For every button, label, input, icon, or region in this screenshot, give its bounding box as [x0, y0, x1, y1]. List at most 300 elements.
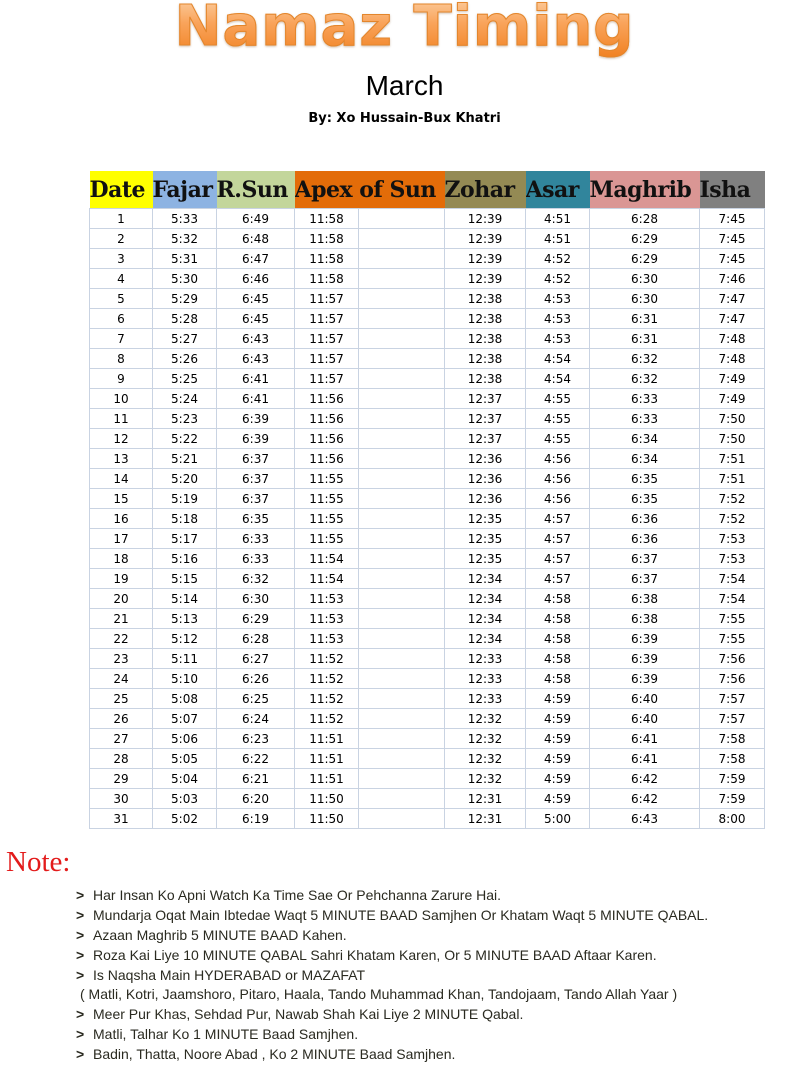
cell-asar: 4:54 [526, 369, 590, 389]
column-header-zohar: Zohar [445, 171, 526, 209]
cell-apex-blank [359, 589, 445, 609]
cell-maghrib: 6:29 [590, 229, 700, 249]
cell-apex-blank [359, 209, 445, 229]
cell-rsun: 6:41 [217, 389, 295, 409]
cell-apex-blank [359, 249, 445, 269]
table-row [90, 709, 765, 729]
table-row [90, 729, 765, 749]
cell-date: 8 [90, 349, 153, 369]
chevron-right-icon: > [76, 966, 85, 983]
cell-zohar: 12:36 [445, 489, 526, 509]
cell-isha: 7:55 [700, 609, 765, 629]
table-row [90, 329, 765, 349]
cell-apex: 11:56 [295, 389, 359, 409]
column-header-asar: Asar [526, 171, 590, 209]
cell-rsun: 6:48 [217, 229, 295, 249]
cell-date: 29 [90, 769, 153, 789]
column-header-date: Date [90, 171, 153, 209]
cell-maghrib: 6:36 [590, 509, 700, 529]
cell-apex-blank [359, 569, 445, 589]
cell-date: 13 [90, 449, 153, 469]
cell-fajar: 5:12 [153, 629, 217, 649]
cell-date: 10 [90, 389, 153, 409]
cell-rsun: 6:43 [217, 329, 295, 349]
cell-asar: 4:53 [526, 329, 590, 349]
cell-fajar: 5:03 [153, 789, 217, 809]
cell-apex: 11:53 [295, 629, 359, 649]
note-item [76, 1044, 708, 1064]
cell-date: 4 [90, 269, 153, 289]
cell-apex: 11:52 [295, 649, 359, 669]
cell-isha: 7:50 [700, 429, 765, 449]
table-row [90, 349, 765, 369]
cell-asar: 4:58 [526, 669, 590, 689]
cell-apex-blank [359, 809, 445, 829]
cell-asar: 4:57 [526, 549, 590, 569]
cell-apex: 11:51 [295, 729, 359, 749]
cell-apex-blank [359, 529, 445, 549]
table-row [90, 409, 765, 429]
cell-date: 9 [90, 369, 153, 389]
cell-rsun: 6:33 [217, 529, 295, 549]
cell-isha: 7:48 [700, 329, 765, 349]
cell-maghrib: 6:31 [590, 329, 700, 349]
chevron-right-icon: > [76, 926, 85, 943]
cell-fajar: 5:11 [153, 649, 217, 669]
cell-rsun: 6:41 [217, 369, 295, 389]
cell-apex-blank [359, 509, 445, 529]
cell-maghrib: 6:40 [590, 689, 700, 709]
cell-asar: 4:53 [526, 309, 590, 329]
cell-rsun: 6:22 [217, 749, 295, 769]
cell-date: 3 [90, 249, 153, 269]
cell-apex: 11:54 [295, 569, 359, 589]
cell-apex-blank [359, 769, 445, 789]
cell-zohar: 12:35 [445, 529, 526, 549]
cell-maghrib: 6:37 [590, 549, 700, 569]
cell-zohar: 12:33 [445, 689, 526, 709]
cell-apex-blank [359, 369, 445, 389]
cell-isha: 7:46 [700, 269, 765, 289]
cell-date: 11 [90, 409, 153, 429]
author-byline: By: Xo Hussain-Bux Khatri [308, 111, 501, 126]
cell-apex: 11:55 [295, 489, 359, 509]
cell-zohar: 12:32 [445, 709, 526, 729]
cell-maghrib: 6:32 [590, 369, 700, 389]
cell-fajar: 5:05 [153, 749, 217, 769]
table-row [90, 649, 765, 669]
cell-fajar: 5:15 [153, 569, 217, 589]
cell-maghrib: 6:41 [590, 729, 700, 749]
cell-apex: 11:55 [295, 529, 359, 549]
cell-rsun: 6:47 [217, 249, 295, 269]
cell-asar: 4:56 [526, 489, 590, 509]
cell-rsun: 6:37 [217, 469, 295, 489]
cell-apex: 11:54 [295, 549, 359, 569]
cell-asar: 4:59 [526, 689, 590, 709]
cell-asar: 5:00 [526, 809, 590, 829]
table-row [90, 509, 765, 529]
cell-fajar: 5:17 [153, 529, 217, 549]
cell-date: 6 [90, 309, 153, 329]
cell-apex-blank [359, 449, 445, 469]
cell-zohar: 12:38 [445, 309, 526, 329]
cell-date: 14 [90, 469, 153, 489]
cell-apex-blank [359, 329, 445, 349]
cell-apex-blank [359, 349, 445, 369]
cell-apex-blank [359, 309, 445, 329]
cell-apex-blank [359, 629, 445, 649]
cell-zohar: 12:36 [445, 449, 526, 469]
cell-isha: 7:50 [700, 409, 765, 429]
table-row [90, 489, 765, 509]
cell-asar: 4:56 [526, 449, 590, 469]
cell-rsun: 6:19 [217, 809, 295, 829]
cell-apex: 11:52 [295, 669, 359, 689]
cell-apex: 11:58 [295, 249, 359, 269]
cell-apex-blank [359, 389, 445, 409]
cell-asar: 4:59 [526, 769, 590, 789]
cell-date: 1 [90, 209, 153, 229]
note-text: Azaan Maghrib 5 MINUTE BAAD Kahen. [93, 926, 347, 943]
cell-zohar: 12:39 [445, 249, 526, 269]
cell-isha: 7:45 [700, 229, 765, 249]
chevron-right-icon: > [76, 887, 85, 903]
cell-date: 16 [90, 509, 153, 529]
cell-apex-blank [359, 229, 445, 249]
cell-apex: 11:56 [295, 449, 359, 469]
cell-zohar: 12:35 [445, 549, 526, 569]
cell-fajar: 5:07 [153, 709, 217, 729]
table-row [90, 249, 765, 269]
cell-apex: 11:51 [295, 749, 359, 769]
cell-rsun: 6:43 [217, 349, 295, 369]
cell-isha: 7:56 [700, 649, 765, 669]
table-row [90, 289, 765, 309]
cell-zohar: 12:33 [445, 669, 526, 689]
table-row [90, 369, 765, 389]
cell-isha: 7:45 [700, 249, 765, 269]
cell-date: 17 [90, 529, 153, 549]
cell-asar: 4:57 [526, 509, 590, 529]
table-row [90, 669, 765, 689]
table-row [90, 469, 765, 489]
table-row [90, 629, 765, 649]
cell-rsun: 6:45 [217, 289, 295, 309]
cell-apex-blank [359, 289, 445, 309]
cell-maghrib: 6:38 [590, 609, 700, 629]
cell-zohar: 12:38 [445, 289, 526, 309]
chevron-right-icon: > [76, 1046, 85, 1063]
cell-maghrib: 6:42 [590, 789, 700, 809]
cell-fajar: 5:24 [153, 389, 217, 409]
note-text: ( Matli, Kotri, Jaamshoro, Pitaro, Haala, Tando Muhammad Khan, Tandojaam, Tando Allah Yaar ) [80, 986, 678, 1003]
cell-apex: 11:55 [295, 509, 359, 529]
cell-apex-blank [359, 469, 445, 489]
cell-isha: 7:51 [700, 449, 765, 469]
cell-asar: 4:58 [526, 609, 590, 629]
column-header-maghrib: Maghrib [590, 171, 700, 209]
chevron-right-icon: > [76, 906, 85, 923]
note-item [76, 945, 708, 965]
cell-maghrib: 6:35 [590, 489, 700, 509]
cell-rsun: 6:30 [217, 589, 295, 609]
cell-fajar: 5:32 [153, 229, 217, 249]
cell-fajar: 5:14 [153, 589, 217, 609]
cell-fajar: 5:22 [153, 429, 217, 449]
cell-maghrib: 6:33 [590, 389, 700, 409]
cell-date: 27 [90, 729, 153, 749]
cell-rsun: 6:49 [217, 209, 295, 229]
note-item [76, 905, 708, 925]
cell-date: 24 [90, 669, 153, 689]
table-header-row [90, 171, 765, 209]
cell-isha: 7:51 [700, 469, 765, 489]
note-item [80, 984, 708, 1004]
cell-asar: 4:55 [526, 429, 590, 449]
prayer-timetable [89, 171, 765, 829]
cell-apex-blank [359, 409, 445, 429]
table-row [90, 429, 765, 449]
cell-apex-blank [359, 669, 445, 689]
cell-maghrib: 6:34 [590, 449, 700, 469]
cell-rsun: 6:24 [217, 709, 295, 729]
cell-rsun: 6:45 [217, 309, 295, 329]
cell-rsun: 6:33 [217, 549, 295, 569]
cell-maghrib: 6:39 [590, 629, 700, 649]
cell-asar: 4:52 [526, 269, 590, 289]
cell-date: 21 [90, 609, 153, 629]
cell-isha: 7:49 [700, 389, 765, 409]
cell-date: 28 [90, 749, 153, 769]
note-text: Matli, Talhar Ko 1 MINUTE Baad Samjhen. [93, 1026, 359, 1043]
cell-apex: 11:55 [295, 469, 359, 489]
note-item [76, 965, 708, 985]
column-header-rsun: R.Sun [217, 171, 295, 209]
cell-isha: 7:58 [700, 729, 765, 749]
cell-maghrib: 6:39 [590, 669, 700, 689]
table-row [90, 209, 765, 229]
cell-rsun: 6:35 [217, 509, 295, 529]
cell-asar: 4:51 [526, 209, 590, 229]
cell-apex-blank [359, 269, 445, 289]
column-header-isha: Isha [700, 171, 765, 209]
table-row [90, 229, 765, 249]
cell-fajar: 5:29 [153, 289, 217, 309]
cell-fajar: 5:28 [153, 309, 217, 329]
cell-apex: 11:56 [295, 409, 359, 429]
cell-isha: 7:45 [700, 209, 765, 229]
cell-zohar: 12:33 [445, 649, 526, 669]
cell-apex: 11:57 [295, 349, 359, 369]
cell-fajar: 5:31 [153, 249, 217, 269]
cell-asar: 4:52 [526, 249, 590, 269]
cell-date: 23 [90, 649, 153, 669]
cell-apex: 11:51 [295, 769, 359, 789]
cell-maghrib: 6:33 [590, 409, 700, 429]
cell-isha: 7:57 [700, 689, 765, 709]
cell-zohar: 12:37 [445, 409, 526, 429]
cell-maghrib: 6:41 [590, 749, 700, 769]
table-row [90, 549, 765, 569]
cell-date: 22 [90, 629, 153, 649]
cell-apex-blank [359, 549, 445, 569]
cell-fajar: 5:18 [153, 509, 217, 529]
table-row [90, 789, 765, 809]
cell-apex-blank [359, 609, 445, 629]
cell-rsun: 6:39 [217, 429, 295, 449]
cell-isha: 7:55 [700, 629, 765, 649]
cell-isha: 7:52 [700, 509, 765, 529]
cell-fajar: 5:25 [153, 369, 217, 389]
cell-isha: 7:47 [700, 289, 765, 309]
cell-date: 2 [90, 229, 153, 249]
table-row [90, 449, 765, 469]
cell-fajar: 5:02 [153, 809, 217, 829]
chevron-right-icon: > [76, 1006, 85, 1023]
cell-zohar: 12:31 [445, 809, 526, 829]
cell-asar: 4:59 [526, 789, 590, 809]
cell-date: 5 [90, 289, 153, 309]
cell-zohar: 12:38 [445, 349, 526, 369]
cell-asar: 4:57 [526, 529, 590, 549]
table-row [90, 529, 765, 549]
table-row [90, 569, 765, 589]
cell-rsun: 6:37 [217, 449, 295, 469]
cell-maghrib: 6:31 [590, 309, 700, 329]
table-row [90, 809, 765, 829]
month-label: March [365, 70, 444, 101]
cell-apex: 11:53 [295, 609, 359, 629]
column-header-fajar: Fajar [153, 171, 217, 209]
cell-isha: 8:00 [700, 809, 765, 829]
cell-maghrib: 6:30 [590, 289, 700, 309]
cell-rsun: 6:29 [217, 609, 295, 629]
cell-apex: 11:57 [295, 309, 359, 329]
cell-fajar: 5:19 [153, 489, 217, 509]
cell-isha: 7:57 [700, 709, 765, 729]
cell-apex-blank [359, 489, 445, 509]
cell-apex: 11:57 [295, 369, 359, 389]
cell-apex: 11:58 [295, 269, 359, 289]
cell-isha: 7:54 [700, 569, 765, 589]
note-heading: Note: [6, 846, 71, 878]
cell-zohar: 12:35 [445, 509, 526, 529]
cell-rsun: 6:28 [217, 629, 295, 649]
cell-fajar: 5:08 [153, 689, 217, 709]
cell-zohar: 12:39 [445, 209, 526, 229]
cell-apex: 11:58 [295, 209, 359, 229]
cell-maghrib: 6:40 [590, 709, 700, 729]
cell-isha: 7:59 [700, 789, 765, 809]
cell-zohar: 12:37 [445, 429, 526, 449]
cell-fajar: 5:26 [153, 349, 217, 369]
cell-isha: 7:53 [700, 549, 765, 569]
notes-list [76, 885, 708, 1064]
cell-fajar: 5:30 [153, 269, 217, 289]
column-header-apex: Apex of Sun [295, 171, 445, 209]
cell-date: 26 [90, 709, 153, 729]
cell-rsun: 6:20 [217, 789, 295, 809]
cell-asar: 4:55 [526, 409, 590, 429]
table-row [90, 769, 765, 789]
cell-asar: 4:55 [526, 389, 590, 409]
cell-maghrib: 6:32 [590, 349, 700, 369]
cell-fajar: 5:33 [153, 209, 217, 229]
note-text: Roza Kai Liye 10 MINUTE QABAL Sahri Khatam Karen, Or 5 MINUTE BAAD Aftaar Karen. [93, 946, 657, 963]
cell-rsun: 6:23 [217, 729, 295, 749]
cell-zohar: 12:38 [445, 329, 526, 349]
cell-apex-blank [359, 749, 445, 769]
cell-zohar: 12:36 [445, 469, 526, 489]
cell-rsun: 6:32 [217, 569, 295, 589]
table-body [90, 209, 765, 829]
table-row [90, 749, 765, 769]
cell-zohar: 12:34 [445, 569, 526, 589]
cell-fajar: 5:20 [153, 469, 217, 489]
cell-zohar: 12:39 [445, 229, 526, 249]
cell-rsun: 6:27 [217, 649, 295, 669]
cell-apex-blank [359, 709, 445, 729]
note-text: Mundarja Oqat Main Ibtedae Waqt 5 MINUTE BAAD Samjhen Or Khatam Waqt 5 MINUTE QABAL. [93, 906, 709, 923]
cell-fajar: 5:10 [153, 669, 217, 689]
cell-rsun: 6:26 [217, 669, 295, 689]
cell-isha: 7:49 [700, 369, 765, 389]
table-row [90, 689, 765, 709]
cell-asar: 4:58 [526, 629, 590, 649]
cell-maghrib: 6:37 [590, 569, 700, 589]
cell-fajar: 5:13 [153, 609, 217, 629]
page-title: Namaz Timing [0, 0, 809, 59]
cell-isha: 7:53 [700, 529, 765, 549]
cell-maghrib: 6:43 [590, 809, 700, 829]
note-item [76, 1024, 708, 1044]
chevron-right-icon: > [76, 946, 85, 963]
cell-date: 19 [90, 569, 153, 589]
cell-maghrib: 6:39 [590, 649, 700, 669]
cell-rsun: 6:21 [217, 769, 295, 789]
cell-isha: 7:47 [700, 309, 765, 329]
cell-fajar: 5:04 [153, 769, 217, 789]
cell-maghrib: 6:34 [590, 429, 700, 449]
table-row [90, 309, 765, 329]
cell-fajar: 5:23 [153, 409, 217, 429]
cell-rsun: 6:37 [217, 489, 295, 509]
cell-zohar: 12:32 [445, 729, 526, 749]
cell-date: 18 [90, 549, 153, 569]
chevron-right-icon: > [76, 1026, 85, 1043]
cell-fajar: 5:06 [153, 729, 217, 749]
cell-apex: 11:57 [295, 289, 359, 309]
cell-date: 12 [90, 429, 153, 449]
cell-zohar: 12:34 [445, 589, 526, 609]
cell-maghrib: 6:36 [590, 529, 700, 549]
table-row [90, 589, 765, 609]
cell-rsun: 6:39 [217, 409, 295, 429]
cell-asar: 4:58 [526, 589, 590, 609]
cell-apex: 11:53 [295, 589, 359, 609]
cell-asar: 4:56 [526, 469, 590, 489]
note-item [76, 925, 708, 945]
cell-fajar: 5:16 [153, 549, 217, 569]
cell-zohar: 12:39 [445, 269, 526, 289]
cell-apex: 11:52 [295, 689, 359, 709]
cell-zohar: 12:37 [445, 389, 526, 409]
cell-date: 15 [90, 489, 153, 509]
cell-zohar: 12:34 [445, 609, 526, 629]
note-text: Har Insan Ko Apni Watch Ka Time Sae Or Pehchanna Zarure Hai. [93, 887, 502, 903]
cell-maghrib: 6:42 [590, 769, 700, 789]
